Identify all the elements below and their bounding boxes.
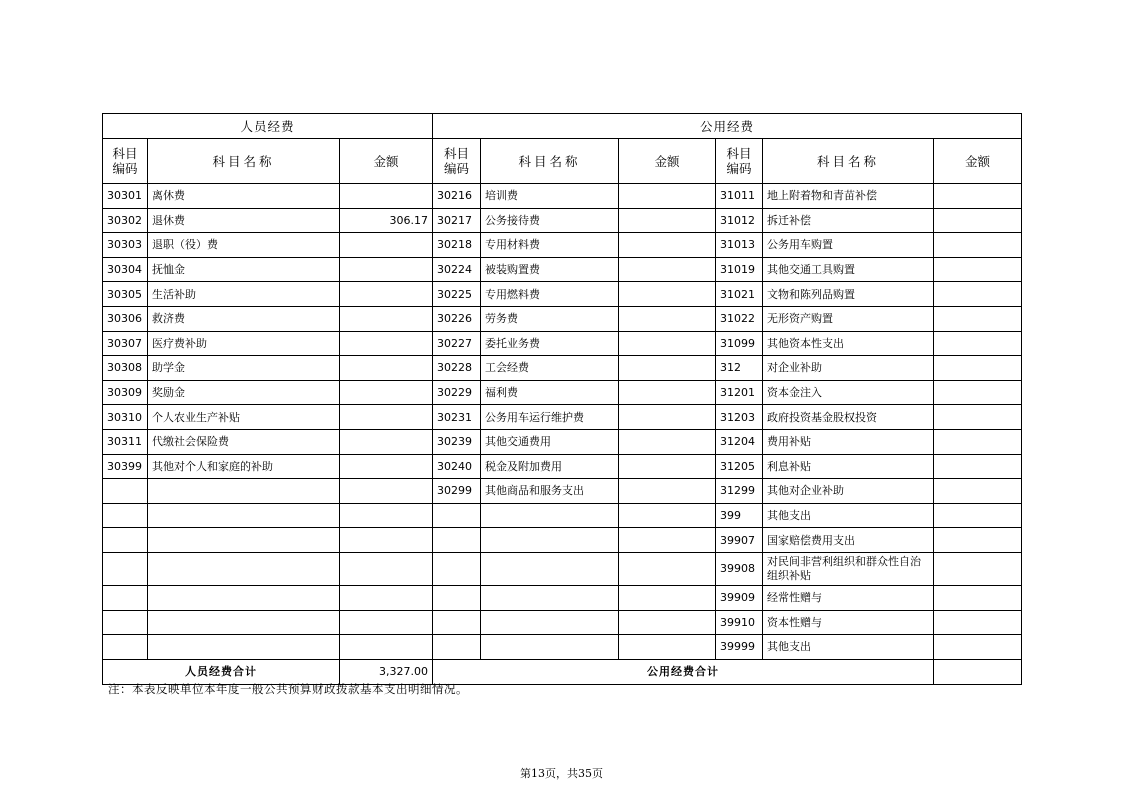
cell-code: 30217 (433, 208, 481, 233)
public-total-amount (934, 659, 1022, 684)
cell-name: 培训费 (481, 184, 619, 209)
table-row (103, 405, 1022, 430)
cell-amount (934, 233, 1022, 258)
cell-amount (619, 208, 716, 233)
table-row (103, 184, 1022, 209)
cell-amount (934, 454, 1022, 479)
cell-code: 31203 (716, 405, 763, 430)
cell-amount (934, 282, 1022, 307)
cell-amount (934, 479, 1022, 504)
cell-name: 税金及附加费用 (481, 454, 619, 479)
cell-amount (619, 552, 716, 585)
cell-name: 退休费 (148, 208, 340, 233)
cell-code: 31012 (716, 208, 763, 233)
cell-amount (619, 429, 716, 454)
cell-code: 31011 (716, 184, 763, 209)
cell-code: 30308 (103, 356, 148, 381)
cell-name: 其他支出 (763, 635, 934, 660)
table-row (103, 306, 1022, 331)
cell-code: 30309 (103, 380, 148, 405)
cell-code: 31204 (716, 429, 763, 454)
table-row (103, 635, 1022, 660)
cell-name: 其他交通费用 (481, 429, 619, 454)
cell-name: 无形资产购置 (763, 306, 934, 331)
cell-amount (340, 454, 433, 479)
cell-name: 资本性赠与 (763, 610, 934, 635)
cell-code: 39910 (716, 610, 763, 635)
cell-code: 31205 (716, 454, 763, 479)
col-header-name: 科目名称 (763, 139, 934, 184)
col-header-name: 科目名称 (148, 139, 340, 184)
cell-amount (934, 503, 1022, 528)
cell-amount (934, 306, 1022, 331)
cell-code (103, 635, 148, 660)
cell-amount (340, 635, 433, 660)
cell-name: 被装购置费 (481, 257, 619, 282)
cell-code (433, 635, 481, 660)
cell-amount (340, 610, 433, 635)
cell-amount (340, 331, 433, 356)
cell-amount (619, 184, 716, 209)
cell-code: 30304 (103, 257, 148, 282)
cell-amount (934, 635, 1022, 660)
cell-name: 救济费 (148, 306, 340, 331)
cell-amount (340, 528, 433, 553)
cell-name (148, 610, 340, 635)
cell-amount (619, 331, 716, 356)
cell-code: 31099 (716, 331, 763, 356)
cell-code: 31299 (716, 479, 763, 504)
cell-name (481, 635, 619, 660)
cell-code (103, 610, 148, 635)
table-row (103, 282, 1022, 307)
cell-name: 文物和陈列品购置 (763, 282, 934, 307)
cell-code (103, 479, 148, 504)
cell-name (148, 635, 340, 660)
cell-code: 30227 (433, 331, 481, 356)
cell-code: 30225 (433, 282, 481, 307)
cell-name: 福利费 (481, 380, 619, 405)
cell-name: 拆迁补偿 (763, 208, 934, 233)
cell-amount (934, 429, 1022, 454)
cell-name: 政府投资基金股权投资 (763, 405, 934, 430)
table-row (103, 552, 1022, 585)
cell-code (103, 528, 148, 553)
cell-code (103, 585, 148, 610)
cell-amount (934, 331, 1022, 356)
cell-code: 30306 (103, 306, 148, 331)
cell-code: 31201 (716, 380, 763, 405)
cell-amount (619, 503, 716, 528)
cell-code: 30305 (103, 282, 148, 307)
cell-amount (340, 405, 433, 430)
cell-name: 专用材料费 (481, 233, 619, 258)
cell-amount (619, 585, 716, 610)
cell-amount (619, 635, 716, 660)
cell-amount (934, 184, 1022, 209)
cell-amount (340, 585, 433, 610)
cell-name: 对企业补助 (763, 356, 934, 381)
cell-amount (619, 356, 716, 381)
cell-code (433, 585, 481, 610)
cell-name (481, 503, 619, 528)
cell-amount (340, 282, 433, 307)
budget-detail-table (102, 113, 1022, 685)
cell-name: 委托业务费 (481, 331, 619, 356)
table-row (103, 257, 1022, 282)
cell-name: 公务用车运行维护费 (481, 405, 619, 430)
cell-amount (340, 503, 433, 528)
cell-name: 医疗费补助 (148, 331, 340, 356)
cell-code: 30303 (103, 233, 148, 258)
cell-amount (619, 405, 716, 430)
cell-amount (619, 610, 716, 635)
cell-code: 39999 (716, 635, 763, 660)
cell-code: 30218 (433, 233, 481, 258)
cell-name: 代缴社会保险费 (148, 429, 340, 454)
cell-amount (619, 282, 716, 307)
table-row (103, 454, 1022, 479)
table-row (103, 380, 1022, 405)
cell-amount (340, 356, 433, 381)
col-header-amount: 金额 (934, 139, 1022, 184)
table-row (103, 585, 1022, 610)
table-row (103, 503, 1022, 528)
col-header-code: 科目 编码 (716, 139, 763, 184)
cell-amount (934, 528, 1022, 553)
cell-name: 生活补助 (148, 282, 340, 307)
cell-name: 助学金 (148, 356, 340, 381)
cell-name (481, 610, 619, 635)
cell-code: 30399 (103, 454, 148, 479)
cell-name: 奖励金 (148, 380, 340, 405)
cell-amount (934, 552, 1022, 585)
cell-name: 其他支出 (763, 503, 934, 528)
cell-amount (934, 585, 1022, 610)
cell-amount (934, 257, 1022, 282)
cell-name: 其他交通工具购置 (763, 257, 934, 282)
cell-amount (934, 380, 1022, 405)
cell-name (148, 503, 340, 528)
cell-name: 退职（役）费 (148, 233, 340, 258)
cell-amount (619, 454, 716, 479)
cell-name: 资本金注入 (763, 380, 934, 405)
cell-name: 其他商品和服务支出 (481, 479, 619, 504)
cell-name: 专用燃料费 (481, 282, 619, 307)
cell-amount (619, 528, 716, 553)
cell-name: 公务接待费 (481, 208, 619, 233)
cell-code (103, 503, 148, 528)
cell-name (148, 479, 340, 504)
personnel-total-amount: 3,327.00 (340, 659, 433, 684)
cell-code: 30228 (433, 356, 481, 381)
cell-code (433, 528, 481, 553)
cell-name: 工会经费 (481, 356, 619, 381)
cell-amount (619, 257, 716, 282)
section-personnel-header: 人员经费 (103, 114, 433, 139)
cell-code: 31019 (716, 257, 763, 282)
personnel-total-label: 人员经费合计 (103, 659, 340, 684)
cell-code: 30307 (103, 331, 148, 356)
cell-code: 31022 (716, 306, 763, 331)
cell-name: 其他资本性支出 (763, 331, 934, 356)
cell-name: 个人农业生产补贴 (148, 405, 340, 430)
cell-code: 30226 (433, 306, 481, 331)
table-note: 注：本表反映单位本年度一般公共预算财政拨款基本支出明细情况。 (108, 682, 468, 696)
cell-amount (619, 380, 716, 405)
table-row (103, 610, 1022, 635)
cell-code: 30216 (433, 184, 481, 209)
cell-code (433, 552, 481, 585)
page-number: 第13页，共35页 (520, 767, 603, 780)
cell-name: 其他对个人和家庭的补助 (148, 454, 340, 479)
cell-code: 31021 (716, 282, 763, 307)
cell-amount (934, 208, 1022, 233)
col-header-code: 科目 编码 (433, 139, 481, 184)
table-row (103, 233, 1022, 258)
cell-code: 39907 (716, 528, 763, 553)
table-row (103, 528, 1022, 553)
cell-amount (619, 306, 716, 331)
cell-code (433, 610, 481, 635)
section-public-header: 公用经费 (433, 114, 1022, 139)
cell-name (481, 585, 619, 610)
cell-amount (340, 184, 433, 209)
cell-code: 30229 (433, 380, 481, 405)
cell-code: 39909 (716, 585, 763, 610)
cell-name: 利息补贴 (763, 454, 934, 479)
cell-code: 30310 (103, 405, 148, 430)
cell-name: 离休费 (148, 184, 340, 209)
cell-code (103, 552, 148, 585)
col-header-name: 科目名称 (481, 139, 619, 184)
cell-name: 劳务费 (481, 306, 619, 331)
cell-amount (340, 380, 433, 405)
cell-code: 31013 (716, 233, 763, 258)
cell-name (148, 552, 340, 585)
table-row (103, 429, 1022, 454)
cell-name: 地上附着物和青苗补偿 (763, 184, 934, 209)
cell-amount (619, 479, 716, 504)
table-row (103, 356, 1022, 381)
cell-amount (340, 479, 433, 504)
cell-name: 国家赔偿费用支出 (763, 528, 934, 553)
col-header-amount: 金额 (340, 139, 433, 184)
col-header-amount: 金额 (619, 139, 716, 184)
cell-code: 399 (716, 503, 763, 528)
cell-code: 30239 (433, 429, 481, 454)
table-row (103, 208, 1022, 233)
cell-code: 30311 (103, 429, 148, 454)
cell-amount (934, 356, 1022, 381)
cell-amount (340, 306, 433, 331)
col-header-code: 科目 编码 (103, 139, 148, 184)
cell-amount (340, 257, 433, 282)
public-total-label: 公用经费合计 (433, 659, 934, 684)
cell-name: 费用补贴 (763, 429, 934, 454)
cell-name: 对民间非营利组织和群众性自治组织补贴 (763, 552, 934, 585)
cell-code: 30240 (433, 454, 481, 479)
cell-code: 30301 (103, 184, 148, 209)
cell-amount (934, 405, 1022, 430)
cell-code: 30231 (433, 405, 481, 430)
cell-name: 抚恤金 (148, 257, 340, 282)
table-row (103, 479, 1022, 504)
cell-name (481, 528, 619, 553)
cell-amount: 306.17 (340, 208, 433, 233)
cell-name (148, 528, 340, 553)
cell-code (433, 503, 481, 528)
cell-name: 其他对企业补助 (763, 479, 934, 504)
cell-name (481, 552, 619, 585)
cell-code: 30224 (433, 257, 481, 282)
cell-amount (934, 610, 1022, 635)
table-row (103, 331, 1022, 356)
cell-code: 30299 (433, 479, 481, 504)
cell-code: 39908 (716, 552, 763, 585)
cell-code: 30302 (103, 208, 148, 233)
cell-amount (340, 233, 433, 258)
cell-amount (340, 429, 433, 454)
cell-code: 312 (716, 356, 763, 381)
cell-name: 公务用车购置 (763, 233, 934, 258)
cell-name (148, 585, 340, 610)
cell-amount (340, 552, 433, 585)
cell-amount (619, 233, 716, 258)
cell-name: 经常性赠与 (763, 585, 934, 610)
